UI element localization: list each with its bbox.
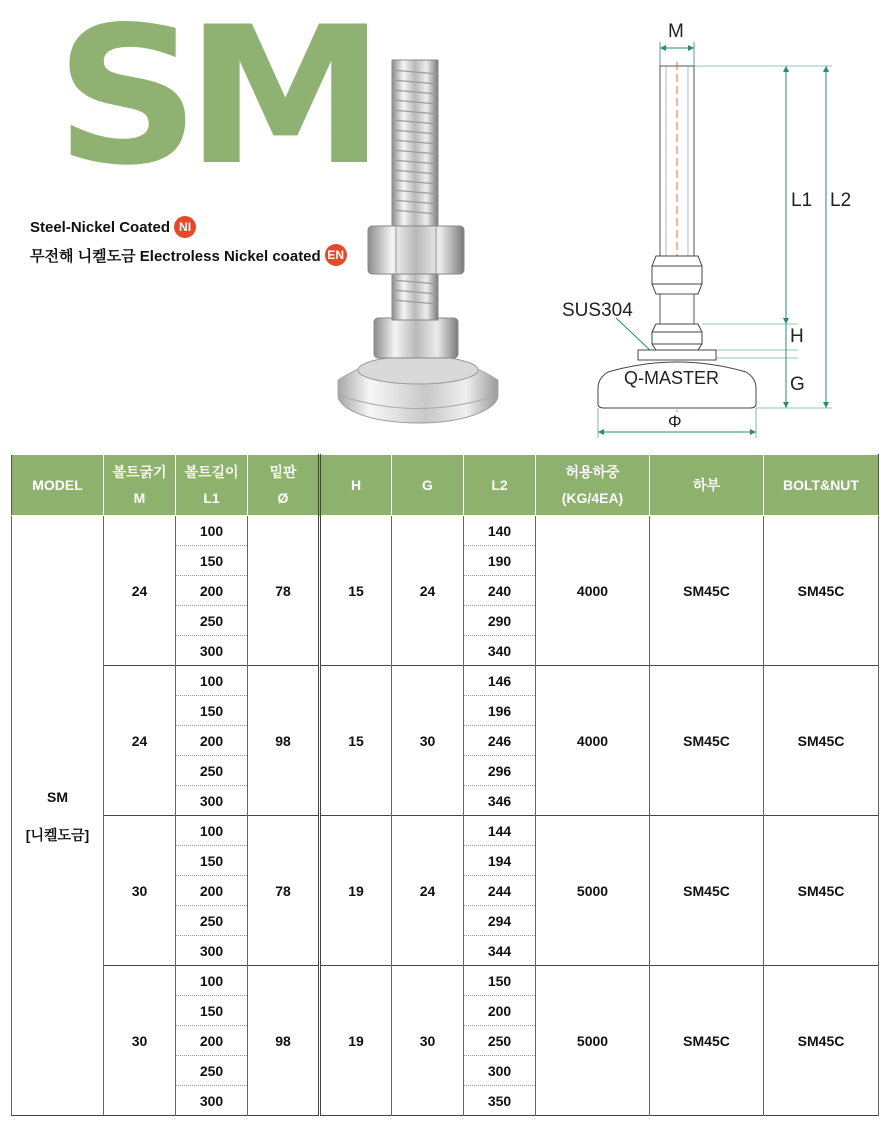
base-diameter-cell: 98: [248, 966, 320, 1116]
coating-text: 무전해 니켈도금 Electroless Nickel coated: [30, 247, 321, 265]
l2-cell: 244: [464, 876, 536, 906]
label-g: G: [790, 374, 805, 395]
l1-cell: 200: [176, 726, 248, 756]
label-m: M: [668, 21, 684, 42]
load-cell: 4000: [536, 666, 650, 816]
lower-material-cell: SM45C: [650, 666, 764, 816]
header-row: [12, 455, 879, 516]
l1-cell: 150: [176, 996, 248, 1026]
ni-badge: NI: [174, 216, 196, 238]
l2-cell: 250: [464, 1026, 536, 1056]
l1-cell: 200: [176, 1026, 248, 1056]
l1-cell: 200: [176, 576, 248, 606]
l2-cell: 144: [464, 816, 536, 846]
model-sub: [니켈도금]: [25, 826, 90, 843]
header-base-top: 밑판: [269, 464, 297, 480]
l2-cell: 194: [464, 846, 536, 876]
header-l1-bottom: L1: [203, 490, 220, 506]
header-l1: [176, 455, 248, 516]
label-brand: Q-MASTER: [624, 368, 720, 388]
base-diameter-cell: 78: [248, 516, 320, 666]
h-cell: 19: [320, 966, 392, 1116]
header-m-top: 볼트굵기: [112, 464, 167, 480]
l2-cell: 300: [464, 1056, 536, 1086]
label-l1: L1: [791, 190, 813, 211]
l1-cell: 250: [176, 906, 248, 936]
l1-cell: 150: [176, 846, 248, 876]
base-diameter-cell: 98: [248, 666, 320, 816]
table-row: [12, 816, 879, 846]
coating-text: Steel-Nickel Coated: [30, 218, 171, 236]
header-g: G: [392, 455, 464, 516]
l1-cell: 200: [176, 876, 248, 906]
l1-cell: 100: [176, 666, 248, 696]
bolt-nut-material-cell: SM45C: [764, 516, 879, 666]
l2-cell: 290: [464, 606, 536, 636]
l1-cell: 300: [176, 636, 248, 666]
g-cell: 30: [392, 966, 464, 1116]
bolt-diameter-cell: 24: [104, 666, 176, 816]
l2-cell: 294: [464, 906, 536, 936]
header-lower: 하부: [650, 455, 764, 516]
table-row: [12, 666, 879, 696]
header-base-bottom: Ø: [277, 490, 289, 506]
g-cell: 30: [392, 666, 464, 816]
header-h: H: [320, 455, 392, 516]
l2-cell: 196: [464, 696, 536, 726]
bolt-nut-material-cell: SM45C: [764, 816, 879, 966]
header-bolt: BOLT&NUT: [764, 455, 879, 516]
header-load: [536, 455, 650, 516]
model-name: SM: [47, 788, 68, 805]
header-load-bottom: (KG/4EA): [561, 490, 624, 506]
lower-material-cell: SM45C: [650, 516, 764, 666]
label-phi: Φ: [668, 412, 682, 431]
table-row: [12, 516, 879, 546]
load-cell: 5000: [536, 966, 650, 1116]
l2-cell: 190: [464, 546, 536, 576]
l1-cell: 250: [176, 756, 248, 786]
l2-cell: 240: [464, 576, 536, 606]
l2-cell: 350: [464, 1086, 536, 1116]
lower-material-cell: SM45C: [650, 966, 764, 1116]
g-cell: 24: [392, 516, 464, 666]
bolt-diameter-cell: 30: [104, 966, 176, 1116]
header-m-bottom: M: [133, 490, 146, 506]
h-cell: 15: [320, 666, 392, 816]
label-h: H: [790, 326, 804, 347]
base-diameter-cell: 78: [248, 816, 320, 966]
leveling-foot-product-image: [330, 50, 530, 430]
h-cell: 19: [320, 816, 392, 966]
g-cell: 24: [392, 816, 464, 966]
bolt-nut-material-cell: SM45C: [764, 966, 879, 1116]
spec-table-body: [12, 516, 879, 1116]
load-cell: 5000: [536, 816, 650, 966]
h-cell: 15: [320, 516, 392, 666]
load-cell: 4000: [536, 516, 650, 666]
bolt-nut-material-cell: SM45C: [764, 666, 879, 816]
l2-cell: 146: [464, 666, 536, 696]
l1-cell: 250: [176, 1056, 248, 1086]
l1-cell: 150: [176, 546, 248, 576]
label-material: SUS304: [562, 300, 633, 321]
l2-cell: 340: [464, 636, 536, 666]
dimension-diagram: [560, 12, 870, 442]
l1-cell: 100: [176, 816, 248, 846]
header-l2: L2: [464, 455, 536, 516]
l2-cell: 344: [464, 936, 536, 966]
en-badge: EN: [325, 244, 347, 266]
table-row: [12, 966, 879, 996]
bolt-diameter-cell: 24: [104, 516, 176, 666]
lower-material-cell: SM45C: [650, 816, 764, 966]
l2-cell: 200: [464, 996, 536, 1026]
l2-cell: 246: [464, 726, 536, 756]
l2-cell: 296: [464, 756, 536, 786]
header-m: [104, 455, 176, 516]
bolt-diameter-cell: 30: [104, 816, 176, 966]
l1-cell: 150: [176, 696, 248, 726]
l1-cell: 100: [176, 966, 248, 996]
spec-table: [11, 454, 879, 1116]
l1-cell: 300: [176, 786, 248, 816]
l2-cell: 346: [464, 786, 536, 816]
l1-cell: 300: [176, 936, 248, 966]
header-load-top: 허용하중: [565, 464, 620, 480]
l1-cell: 300: [176, 1086, 248, 1116]
header-base: [248, 455, 320, 516]
l2-cell: 140: [464, 516, 536, 546]
coating-line-electroless: [30, 244, 347, 266]
brand-logo: SM: [55, 0, 371, 207]
label-l2: L2: [830, 190, 852, 211]
l1-cell: 100: [176, 516, 248, 546]
header-l1-top: 볼트길이: [184, 464, 239, 480]
coating-line-nickel: [30, 216, 196, 238]
l2-cell: 150: [464, 966, 536, 996]
header-model: MODEL: [12, 455, 104, 516]
model-cell: [12, 516, 104, 1116]
l1-cell: 250: [176, 606, 248, 636]
